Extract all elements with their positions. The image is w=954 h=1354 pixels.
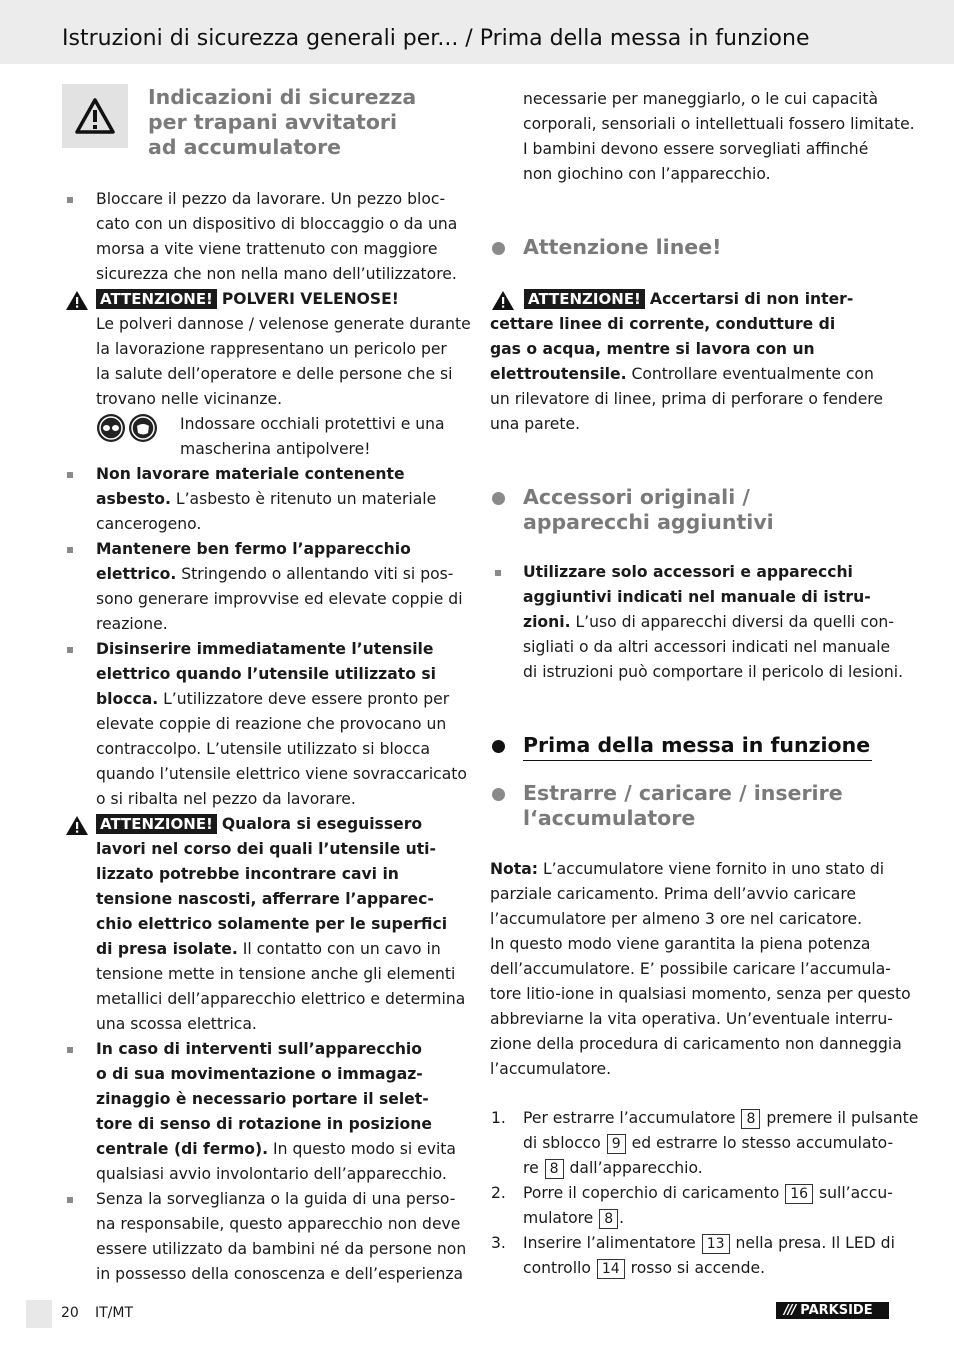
list-item: Utilizzare solo accessori e apparecchi aggiuntivi indicati nel manuale di istru- zioni. L’uso di apparecchi diversi da quelli con- sigliati o da altri accessori indicati nel manuale di istruzioni può comportare il pericolo di lesioni.	[490, 560, 892, 685]
warning-small-icon	[66, 816, 88, 835]
warning-block: ATTENZIONE! Accertarsi di non inter-	[490, 287, 892, 312]
bullet-dot-icon	[492, 788, 505, 801]
brand-logo: /// PARKSIDE	[776, 1302, 889, 1319]
left-column	[62, 84, 471, 1287]
attention-label: ATTENZIONE!	[96, 289, 217, 309]
page-header	[0, 0, 954, 64]
part-ref: 8	[599, 1209, 618, 1229]
step-item: 2. Porre il coperchio di caricamento 16 sull’accu- mulatore 8 .	[491, 1184, 893, 1227]
list-item: Disinserire immediatamente l’utensile elettrico quando l’utensile utilizzato si blocca. L’utilizzatore deve essere pronto per elevate coppie di reazione che provocano un contraccolpo. L’utensile utilizzato si blocca quando l’utensile elettrico viene sovraccaricato o si ribalta nel pezzo da lavorare.	[62, 637, 464, 812]
logo-slashes-icon: ///	[784, 1303, 796, 1318]
bullet-square-icon	[67, 472, 73, 478]
list-item: In caso di interventi sull’apparecchio o di sua movimentazione o immagaz- zinaggio è necessario portare il selet- tore di senso di rotazione in posizione centrale (di fermo). In questo modo si evita qualsiasi avvio involontario dell’apparecchio.	[62, 1037, 464, 1187]
page-number: 20	[61, 1305, 79, 1321]
warning-small-icon	[66, 291, 88, 310]
section-heading-safety	[62, 84, 464, 160]
bullet-dot-icon	[492, 492, 505, 505]
dust-mask-icon	[128, 413, 158, 443]
part-ref: 8	[741, 1109, 760, 1129]
section-heading-lines: Attenzione linee!	[490, 235, 892, 260]
goggles-icon	[96, 413, 126, 443]
section-heading-battery: Estrarre / caricare / inserire l‘accumulatore	[490, 781, 892, 831]
bullet-dot-icon	[492, 740, 505, 753]
warning-block: ATTENZIONE! Qualora si eseguissero lavori nel corso dei quali l’utensile uti- lizzato potrebbe incontrare cavi in tensione nascosti, afferrare l’apparec- chio elettrico solamente per le superfici di presa isolate. Il contatto con un cavo in tensione mette in tensione anche gli elementi metallici dell’apparecchio elettrico e determina una scossa elettrica.	[62, 812, 464, 1037]
bullet-square-icon	[495, 570, 501, 576]
page-title: Istruzioni di sicurezza generali per... / Prima della messa in funzione	[62, 26, 810, 51]
right-column: necessarie per maneggiarlo, o le cui capacità corporali, sensoriali o intellettuali fossero limitate. I bambini devono essere sorvegliati affinché non giochino con l’apparecchio. Attenzione linee! ATTENZIONE! Accertarsi di non inter- cettare linee di corrente, condutture di gas o acqua, mentre si lavora con un elettroutensile. Controllare eventualmente con un rilevatore di linee, prima di perforare o fendere una parete. Accessori originali / apparecchi aggiuntivi Utilizzare solo accessori e apparecchi aggiuntivi indicati nel manuale di istru- zioni. L’uso di apparecchi diversi da quelli con- sigliati o da altri accessori indicati nel manuale di istruzioni può comportare il pericolo di lesioni. Prima della messa in funzione Estrarre / caricare / inserire l‘accumulatore Nota: L’accumulatore viene fornito in uno stato di parziale caricamento. Prima dell’avvio caricare l’accumulatore per almeno 3 ore nel caricatore. In questo modo viene garantita la piena potenza dell’accumulatore. E’ possibile caricare l’accumula- tore litio-ione in qualsiasi momento, senza per questo abbreviarne la vita operativa. Un’eventuale interru- zione della procedura di caricamento non danneggia l’accumulatore. 1. Per estrarre l’accumulatore 8 premere il pulsante di sblocco 9 ed estrarre lo stesso accumulato- re 8 dall’apparecchio. 2. Porre il coperchio di caricamento 16 sull’accu- mulatore 8 . 3. Inserire l’alimentatore 13 nella presa. Il LED di controllo 14 rosso si accende.	[490, 87, 892, 1281]
attention-label: ATTENZIONE!	[524, 289, 645, 309]
protective-gear-note: Indossare occhiali protettivi e una mascherina antipolvere!	[62, 412, 464, 462]
note-paragraph: Nota: L’accumulatore viene fornito in uno stato di parziale caricamento. Prima dell’avvio caricare l’accumulatore per almeno 3 ore nel caricatore. In questo modo viene garantita la piena potenza dell’accumulatore. E’ possibile caricare l’accumula- tore litio-ione in qualsiasi momento, senza per questo abbreviarne la vita operativa. Un’eventuale interru- zione della procedura di caricamento non danneggia l’accumulatore.	[490, 860, 911, 1078]
step-item: 3. Inserire l’alimentatore 13 nella presa. Il LED di controllo 14 rosso si accende.	[491, 1234, 895, 1277]
bullet-square-icon	[67, 647, 73, 653]
part-ref: 16	[785, 1184, 813, 1204]
list-item: Non lavorare materiale contenente asbesto. L’asbesto è ritenuto un materiale cancerogeno.	[62, 462, 464, 537]
part-ref: 13	[702, 1234, 730, 1254]
part-ref: 14	[597, 1259, 625, 1279]
bullet-square-icon	[67, 1047, 73, 1053]
warning-small-icon	[492, 291, 514, 310]
bullet-square-icon	[67, 197, 73, 203]
part-ref: 8	[545, 1159, 564, 1179]
footer-marker	[26, 1300, 52, 1328]
warning-block: ATTENZIONE! POLVERI VELENOSE! Le polveri dannose / velenose generate durante la lavorazione rappresentano un pericolo per la salute dell’operatore e delle persone che si trovano nelle vicinanze.	[62, 287, 464, 412]
warning-triangle-icon	[62, 84, 128, 148]
language-code: IT/MT	[95, 1305, 134, 1321]
part-ref: 9	[607, 1134, 626, 1154]
list-item: Bloccare il pezzo da lavorare. Un pezzo bloc- cato con un dispositivo di bloccaggio o da una morsa a vite viene trattenuto con maggiore sicurezza che non nella mano dell’utilizzatore.	[62, 187, 464, 287]
list-item: Mantenere ben fermo l’apparecchio elettrico. Stringendo o allentando viti si pos- sono generare improvvise ed elevate coppie di reazione.	[62, 537, 464, 637]
step-item: 1. Per estrarre l’accumulatore 8 premere il pulsante di sblocco 9 ed estrarre lo stesso accumulato- re 8 dall’apparecchio.	[491, 1109, 919, 1177]
attention-label: ATTENZIONE!	[96, 814, 217, 834]
continued-paragraph: necessarie per maneggiarlo, o le cui capacità corporali, sensoriali o intellettuali fossero limitate. I bambini devono essere sorvegliati affinché non giochino con l’apparecchio.	[523, 90, 915, 183]
section-heading-accessories: Accessori originali / apparecchi aggiuntivi	[490, 485, 892, 535]
bullet-dot-icon	[492, 242, 505, 255]
section-title: Indicazioni di sicurezza per trapani avvitatori ad accumulatore	[148, 85, 417, 159]
section-heading-prima: Prima della messa in funzione	[490, 733, 892, 761]
list-item: Senza la sorveglianza o la guida di una perso- na responsabile, questo apparecchio non deve essere utilizzato da bambini né da persone non in possesso della conoscenza e dell’esperienza	[62, 1187, 464, 1287]
bullet-square-icon	[67, 1197, 73, 1203]
bullet-square-icon	[67, 547, 73, 553]
